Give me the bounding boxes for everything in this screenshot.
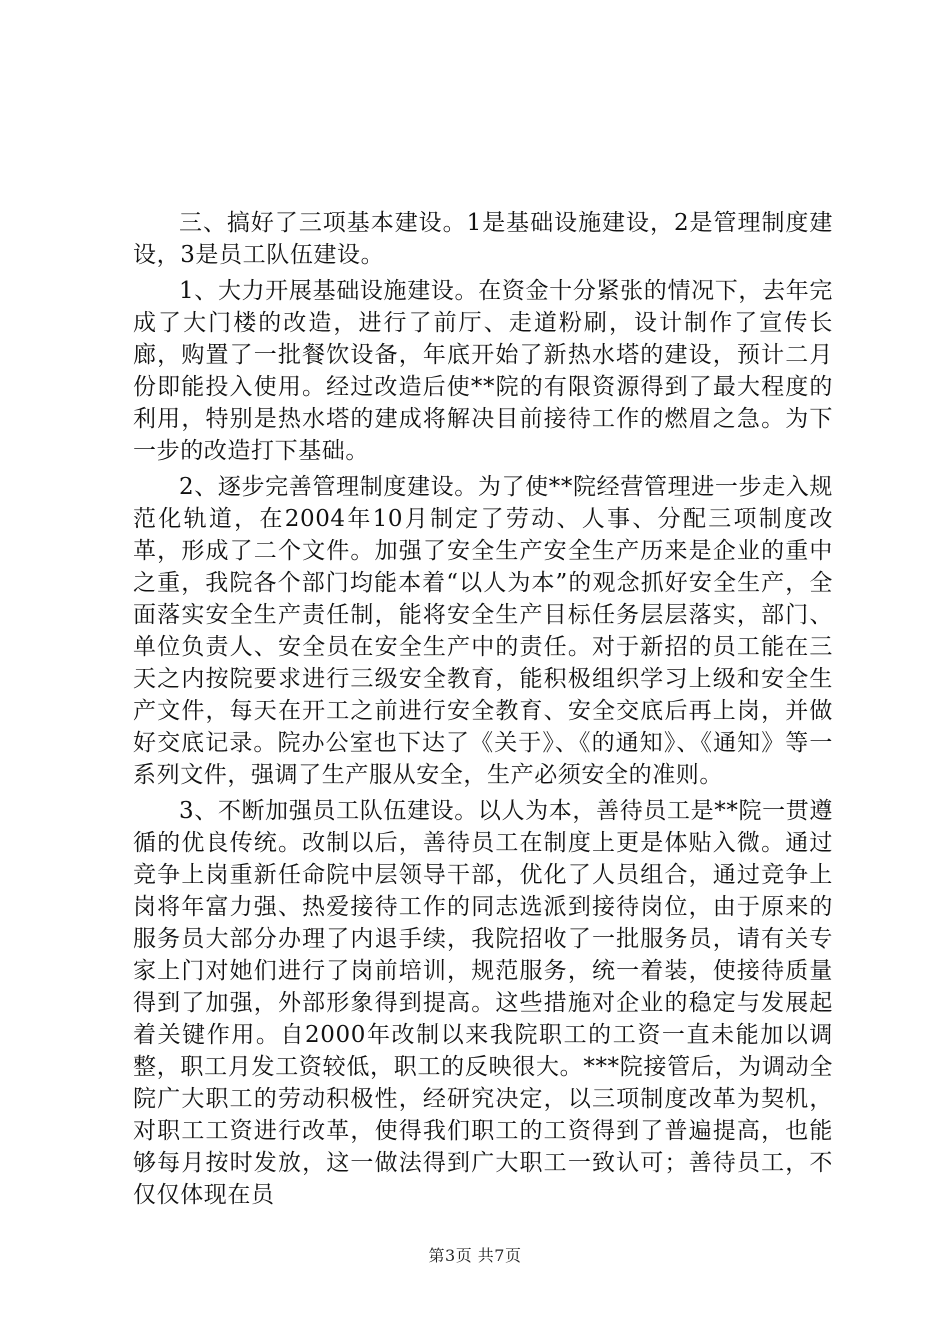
paragraph-staff-team: 3、不断加强员工队伍建设。以人为本，善待员工是**院一贯遵循的优良传统。改制以后，善待员工在制度上更是体贴入微。通过竞争上岗重新任命院中层领导干部，优化了人员组合，通过竞争上岗将年富力强、热爱接待工作的同志选派到接待岗位，由于原来的服务员大部分办理了内退手续，我院招收了一批服务员，请有关专家上门对她们进行了岗前培训，规范服务，统一着装，使接待质量得到了加强，外部形象得到提高。这些措施对企业的稳定与发展起着关键作用。自2000年改制以来我院职工的工资一直未能加以调整，职工月发工资较低，职工的反映很大。***院接管后，为调动全院广大职工的劳动积极性，经研究决定，以三项制度改革为契机，对职工工资进行改革，使得我们职工的工资得到了普遍提高，也能够每月按时发放，这一做法得到广大职工一致认可；善待员工，不仅仅体现在员 [133, 798, 833, 1208]
page-number-footer: 第3页 共7页 [428, 1246, 522, 1265]
paragraph-infrastructure: 1、大力开展基础设施建设。在资金十分紧张的情况下，去年完成了大门楼的改造，进行了前厅、走道粉刷，设计制作了宣传长廊，购置了一批餐饮设备，年底开始了新热水塔的建设，预计二月份即能投入使用。经过改造后使**院的有限资源得到了最大程度的利用，特别是热水塔的建成将解决目前接待工作的燃眉之急。为下一步的改造打下基础。 [133, 278, 833, 464]
document-body [133, 207, 833, 1211]
paragraph-section-three: 三、搞好了三项基本建设。1是基础设施建设，2是管理制度建设，3是员工队伍建设。 [133, 210, 833, 268]
paragraph-management-system: 2、逐步完善管理制度建设。为了使**院经营管理进一步走入规范化轨道，在2004年10月制定了劳动、人事、分配三项制度改革，形成了二个文件。加强了安全生产安全生产历来是企业的重中之重，我院各个部门均能本着“以人为本”的观念抓好安全生产，全面落实安全生产责任制，能将安全生产目标任务层层落实，部门、单位负责人、安全员在安全生产中的责任。对于新招的员工能在三天之内按院要求进行三级安全教育，能积极组织学习上级和安全生产文件，每天在开工之前进行安全教育、安全交底后再上岗，并做好交底记录。院办公室也下达了《关于》、《的通知》、《通知》等一系列文件，强调了生产服从安全，生产必须安全的准则。 [133, 474, 833, 788]
